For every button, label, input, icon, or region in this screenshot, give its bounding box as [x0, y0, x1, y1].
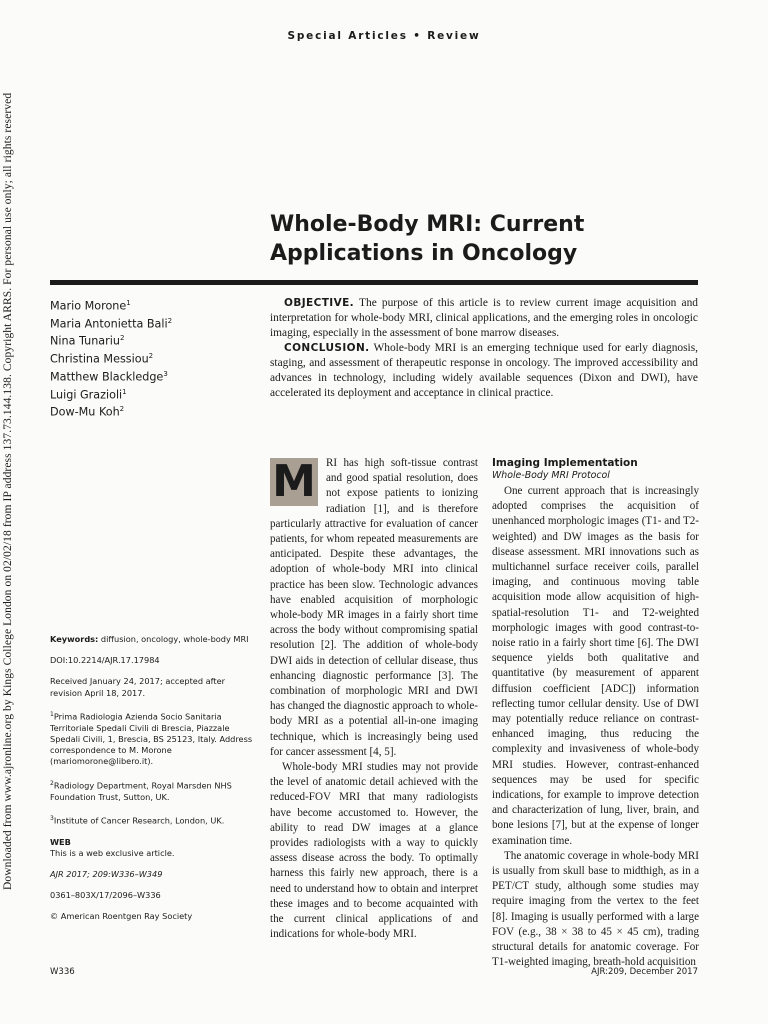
author: Christina Messiou$^2$	[50, 352, 154, 366]
download-notice: Downloaded from www.ajronline.org by Kings College London on 02/02/18 from IP address 137.73.144.138. Copyright ARRS. For personal use only; all rights reserved	[2, 92, 14, 890]
article-title: Whole-Body MRI: Current Applications in Oncology	[270, 212, 585, 266]
body-paragraph: The anatomic coverage in whole-body MRI is usually from skull base to midthigh, as in a PET/CT study, although some studies may require imaging from the vertex to the feet [8]. Imaging is usually performed with a large FOV (e.g., 38 × 38 to 45 × 45 cm), trading structural details for anatomic coverage. For T1-weighted imaging, breath-hold acquisition	[492, 849, 699, 969]
web-note: WEB This is a web exclusive article.	[50, 836, 175, 858]
body-paragraph: M RI has high soft-tissue contrast and good spatial resolution, does not expose patients to ionizing radiation [1], and is therefore particularly attractive for evaluation of cancer patients, for whom repeated measurements are anticipated. Despite these advantages, the adoption of whole-body MRI into clinical practice has been slow. Technologic advances have enabled acquisition of morphologic whole-body MR images in a fairly short time across the body without compromising spatial resolution [2]. The addition of whole-body DWI aids in detection of cellular disease, thus enhancing diagnostic performance [3]. The combination of morphologic MRI and DWI has changed the diagnostic approach to whole-body MRI as a potential all-in-one imaging technique, which is increasingly being used for cancer assessment [4, 5].	[270, 456, 478, 758]
author: Mario Morone$^1$	[50, 299, 131, 313]
author: Matthew Blackledge$^3$	[50, 369, 168, 384]
author: Luigi Grazioli$^1$	[50, 387, 127, 402]
title-rule	[50, 280, 698, 285]
abstract	[270, 296, 698, 401]
section-heading: Imaging Implementation	[492, 457, 638, 469]
affiliation-3: $^3$Institute of Cancer Research, London, UK.	[50, 814, 225, 826]
abstract-conclusion: CONCLUSION. Whole-body MRI is an emerging technique used for early diagnosis, staging, and assessment of therapeutic response in oncology. The improved accessibility and advances in technology, including widely available sequences (Dixon and DWI), have accelerated its deployment and acceptance in clinical practice.	[270, 342, 698, 399]
page-number: W336	[50, 967, 75, 977]
keywords: Keywords: diffusion, oncology, whole-body MRI	[50, 634, 249, 644]
author: Nina Tunariu$^2$	[50, 334, 125, 349]
body-paragraph: One current approach that is increasingly adopted comprises the acquisition of unenhanced morphologic images (T1- and T2-weighted) and DW images as the basis for disease assessment. MRI innovations such as multichannel surface receiver coils, parallel imaging, and continuous moving table acquisition mode allow acquisition of high-spatial-resolution T1- and T2-weighted morphologic images with good contrast-to-noise ratio in a fairly short time [6]. The DWI sequence yields both qualitative and quantitative (by measurement of apparent diffusion coefficient [ADC]) information reflecting tumor cellular density. Use of DWI may potentially reduce reliance on contrast-enhanced imaging, thus reducing the complexity and invasiveness of whole-body MRI studies. However, contrast-enhanced sequences may be used for specific indications, for example to improve detection and characterization of lung, liver, brain, and bone lesions [7], but at the expense of longer examination time.	[492, 485, 699, 847]
copyright: © American Roentgen Ray Society	[50, 911, 193, 922]
citation: AJR 2017; 209:W336–W349	[50, 869, 163, 880]
issn: 0361–803X/17/2096–W336	[50, 890, 161, 901]
affiliation-1: $^1$Prima Radiologia Azienda Socio Sanitaria Territoriale Spedali Civili di Brescia, Piazzale Spedali Civili, 1, Brescia, BS 25123, Italy. Address correspondence to M. Morone (mariomorone@libero.it).	[50, 710, 253, 767]
received-dates: Received January 24, 2017; accepted after revision April 18, 2017.	[50, 676, 225, 698]
affiliation-2: $^2$Radiology Department, Royal Marsden NHS Foundation Trust, Sutton, UK.	[50, 779, 232, 802]
doi: DOI:10.2214/AJR.17.17984	[50, 655, 160, 666]
author: Dow-Mu Koh$^2$	[50, 405, 125, 420]
body-column-2	[492, 456, 699, 971]
abstract-objective: OBJECTIVE. The purpose of this article is to review current image acquisition and interpretation for whole-body MRI, clinical applications, and the emerging roles in oncologic imaging, especially in the assessment of bone marrow diseases.	[270, 297, 698, 339]
drop-cap: M	[270, 458, 318, 506]
article-metadata	[50, 634, 255, 933]
running-header: Special Articles • Review	[287, 30, 481, 42]
body-column-1	[270, 456, 478, 943]
body-paragraph: Whole-body MRI studies may not provide the level of anatomic detail achieved with the reduced-FOV MRI that many radiologists have become accustomed to. However, the ability to read DW images at a glance provides radiologists with a way to quickly assess disease across the body. To optimally harness this fairly new approach, there is a need to understand how to obtain and interpret these images and to become acquainted with the current clinical applications of and indications for whole-body MRI.	[270, 761, 478, 941]
author: Maria Antonietta Bali$^2$	[50, 316, 173, 331]
journal-issue: AJR:209, December 2017	[591, 967, 698, 977]
subsection-heading: Whole-Body MRI Protocol	[492, 470, 610, 481]
author-list	[50, 296, 250, 420]
